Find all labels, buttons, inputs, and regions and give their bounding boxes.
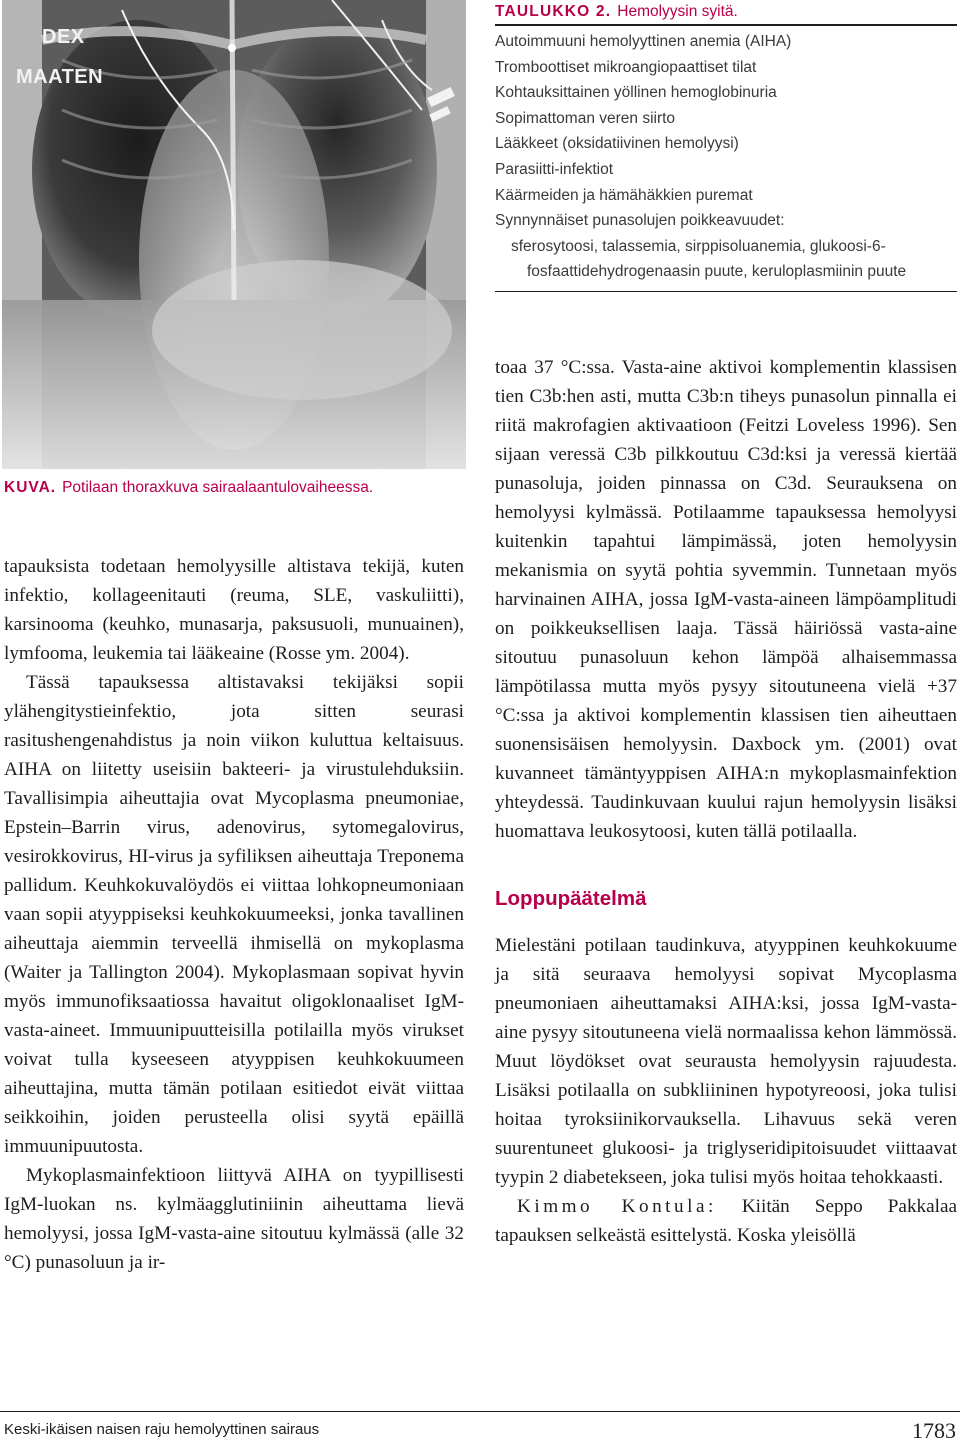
list-subitem-line-2: fosfaattidehydrogenaasin puute, keruloplasmiinin puute <box>527 263 907 281</box>
figure-caption <box>4 479 373 497</box>
left-column <box>4 552 464 1277</box>
table-title-text: Hemolyysin syitä. <box>617 3 738 20</box>
caption-text: Potilaan thoraxkuva sairaalaantulovaiheessa. <box>62 479 374 496</box>
list-item: Sopimattoman veren siirto <box>495 109 676 127</box>
list-item: Tromboottiset mikroangiopaattiset tilat <box>495 58 757 76</box>
page-number: 1783 <box>912 1418 956 1443</box>
right-column <box>495 353 957 1250</box>
left-paragraph-2: Tässä tapauksessa altistavaksi tekijäksi sopii ylähengitystieinfektio, jota sitten seurasi rasitushengenahdistus ja noin viikon kuluttua keltaisuus. AIHA on liitetty useisiin bakteeri- ja virustulehduksiin. Tavallisimpia aiheuttajia ovat Mycoplasma pneumoniae, Epstein–Barrin virus, adenovirus, sytomegalovirus, vesirokkovirus, HI-virus ja syfiliksen aiheuttaja Treponema pallidum. Keuhkokuvalöydös ei viittaa lohkopneumoniaan vaan sopii atyyppiseksi keuhkokuumeeksi, jonka tavallinen aiheuttaja aiemmin terveellä ihmisellä on mykoplasma (Waiter ja Tallington 2004). Mykoplasmaan sopivat hyvin myös immunofiksaatiossa havaitut oligoklonaaliset IgM-vasta-aineet. Immuunipuutteisilla potilailla myös virukset voivat tulla kyseeseen atyyppisen keuhkokuumeen aiheuttajina, mutta tämän potilaan esitiedot eivät viittaa seikkoihin, joiden perusteella olisi syytä epäillä immuunipuutosta. <box>4 672 464 1157</box>
table-title <box>495 0 957 26</box>
right-paragraph-3 <box>495 1192 957 1250</box>
footer-article-title: Keski-ikäisen naisen raju hemolyyttinen sairaus <box>4 1421 320 1438</box>
table-title-tag: TAULUKKO 2. <box>495 3 612 20</box>
xray-label-2: MAATEN <box>16 66 104 88</box>
list-item: Parasiitti-infektiot <box>495 160 614 178</box>
list-subitem-line-1: sferosytoosi, talassemia, sirppisoluanemia, glukoosi-6- <box>511 237 886 255</box>
right-paragraph-2: Mielestäni potilaan taudinkuva, atyyppinen keuhkokuume ja sitä seuraava hemolyysi sopivat Mycoplasma pneumoniaen aiheuttamaksi AIHA:ksi, jossa IgM-vasta-aine pysyy sitoutuneena vielä normaalissa kehon lämmössä. Muut löydökset ovat seurausta hemolyysin rajuudesta. Lisäksi potilaalla on subkliininen hypotyreoosi, joka tulisi hoitaa tyroksiinikorvauksella. Lihavuus sekä veren suurentuneet glukoosi- ja triglyseridipitoisuudet viittaavat tyypin 2 diabetekseen, joka tulisi myös hoitaa tehokkaasti. <box>495 935 957 1188</box>
xray-label-1: DEX <box>42 26 85 48</box>
right-paragraph-1: toaa 37 °C:ssa. Vasta-aine aktivoi komplementin klassisen tien C3b:hen asti, mutta C3b:n tiheys punasolun pinnalla ei riitä makrofagien aktivaatioon (Feitzi Loveless 1996). Sen sijaan veressä C3b pilkkoutuu C3d:ksi ja veressä kiertää punasoluja, joiden pinnassa on C3d. Seurauksena on hemolyysi kylmässä. Potilaamme tapauksessa hemolyysi kuitenkin tapahtui lämpimässä, joten hemolyysin mekanismia on syytä pohtia syvemmin. Tunnetaan myös harvinainen AIHA, jossa IgM-vasta-aineen lämpöamplitudi on poikkeuksellisen laaja. Tässä häiriössä vasta-aine sitoutuu punasoluun kehon lämpöä alhaisemmassa lämpötilassa mutta myös pysyy sitoutuneena vielä +37 °C:ssa ja aktivoi komplementin klassisen tien aiheuttaen suonensisäisen hemolyysin. Daxbock ym. (2001) ovat kuvanneet tämäntyyppisen AIHA:n mykoplasmainfektion yhteydessä. Taudinkuvaan kuului rajun hemolyysin lisäksi huomattava leukosytoosi, kuten tällä potilaalla. <box>495 357 957 842</box>
table-list <box>495 26 957 285</box>
caption-tag: KUVA. <box>4 479 57 496</box>
chest-xray-image <box>2 0 466 469</box>
left-paragraph-3: Mykoplasmainfektioon liittyvä AIHA on tyypillisesti IgM-luokan ns. kylmäagglutiniinin aiheuttama lievä hemolyysi, jossa IgM-vasta-aine sitoutuu kylmässä (alle 32 °C) punasoluun ja ir- <box>4 1165 464 1273</box>
footer-rule <box>0 1411 960 1412</box>
table-bottom-rule <box>495 291 957 292</box>
list-item: Käärmeiden ja hämähäkkien puremat <box>495 186 753 204</box>
list-item: Kohtauksittainen yöllinen hemoglobinuria <box>495 84 777 102</box>
author-name: Kimmo Kontula: <box>517 1196 717 1217</box>
right-paragraph-3-text: Kiitän Seppo Pakkalaa tapauksen selkeästä esittelystä. Koska yleisöllä <box>495 1196 958 1246</box>
list-item: Autoimmuuni hemolyyttinen anemia (AIHA) <box>495 33 792 50</box>
list-item: Synnynnäiset punasolujen poikkeavuudet: <box>495 212 785 230</box>
list-item: Lääkkeet (oksidatiivinen hemolyysi) <box>495 135 739 153</box>
left-paragraph-1: tapauksista todetaan hemolyysille altistava tekijä, kuten infektio, kollageenitauti (reuma, SLE, vaskuliitti), karsinooma (keuhko, munasarja, paksusuoli, munuainen), lymfooma, leukemia tai lääkeaine (Rosse ym. 2004). <box>4 556 464 664</box>
section-heading: Loppupäätelmä <box>495 887 647 910</box>
table-2 <box>495 0 957 292</box>
